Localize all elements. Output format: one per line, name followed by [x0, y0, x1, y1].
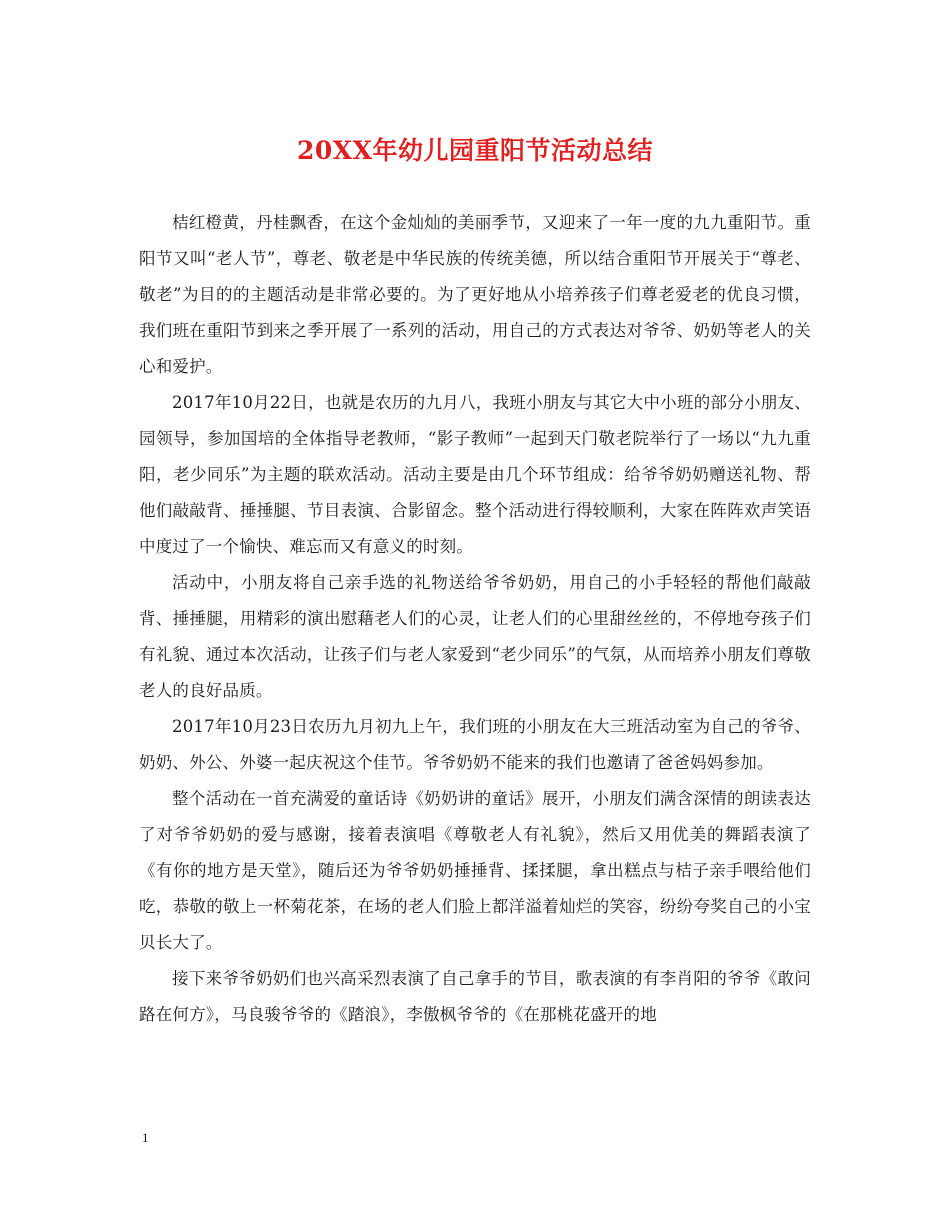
document-title: 20XX年幼儿园重阳节活动总结	[296, 136, 654, 165]
paragraph-1: 桔红橙黄，丹桂飘香，在这个金灿灿的美丽季节，又迎来了一年一度的九九重阳节。重阳节又叫“老人节”，尊老、敬老是中华民族的传统美德，所以结合重阳节开展关于“尊老、敬老”为目的的主题活动是非常必要的。为了更好地从小培养孩子们尊老爱老的优良习惯，我们班在重阳节到来之季开展了一系列的活动，用自己的方式表达对爷爷、奶奶等老人的关心和爱护。	[139, 213, 811, 376]
paragraph-3: 活动中，小朋友将自己亲手选的礼物送给爷爷奶奶，用自己的小手轻轻的帮他们敲敲背、捶捶腿，用精彩的演出慰藉老人们的心灵，让老人们的心里甜丝丝的，不停地夸孩子们有礼貌、通过本次活动，让孩子们与老人家爱到“老少同乐”的气氛，从而培养小朋友们尊敬老人的良好品质。	[139, 573, 811, 700]
paragraph-2: 2017年10月22日，也就是农历的九月八，我班小朋友与其它大中小班的部分小朋友、园领导，参加国培的全体指导老教师，“影子教师”一起到天门敬老院举行了一场以“九九重阳，老少同乐”为主题的联欢活动。活动主要是由几个环节组成：给爷爷奶奶赠送礼物、帮他们敲敲背、捶捶腿、节目表演、合影留念。整个活动进行得较顺利，大家在阵阵欢声笑语中度过了一个愉快、难忘而又有意义的时刻。	[139, 393, 811, 556]
paragraph-4: 2017年10月23日农历九月初九上午，我们班的小朋友在大三班活动室为自己的爷爷、奶奶、外公、外婆一起庆祝这个佳节。爷爷奶奶不能来的我们也邀请了爸爸妈妈参加。	[139, 717, 811, 772]
paragraph-6: 接下来爷爷奶奶们也兴高采烈表演了自己拿手的节目，歌表演的有李肖阳的爷爷《敢问路在何方》，马良骏爷爷的《踏浪》，李傲枫爷爷的《在那桃花盛开的地	[139, 969, 811, 1024]
paragraph-5: 整个活动在一首充满爱的童话诗《奶奶讲的童话》展开，小朋友们满含深情的朗读表达了对爷爷奶奶的爱与感谢，接着表演唱《尊敬老人有礼貌》，然后又用优美的舞蹈表演了《有你的地方是天堂》，随后还为爷爷奶奶捶捶背、揉揉腿，拿出糕点与桔子亲手喂给他们吃，恭敬的敬上一杯菊花茶，在场的老人们脸上都洋溢着灿烂的笑容，纷纷夸奖自己的小宝贝长大了。	[139, 789, 811, 952]
page-number: 1	[142, 1130, 149, 1145]
document-body	[139, 205, 811, 1033]
